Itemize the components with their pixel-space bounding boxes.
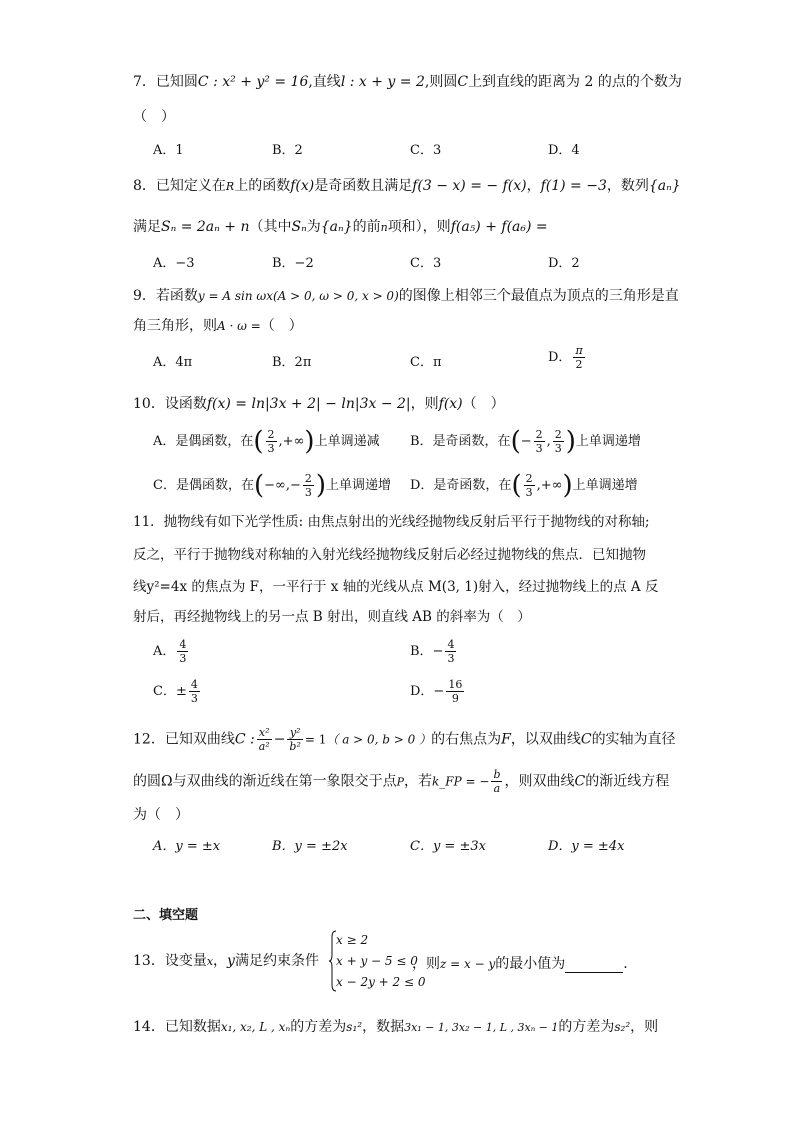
q10-func: f(x) = ln|3x + 2| − ln|3x − 2|	[206, 396, 411, 412]
q11-option-a-label: A．	[153, 644, 176, 659]
q8-option-b: B．−2	[272, 256, 314, 271]
q8-cond: f(3 − x) = − f(x)	[412, 178, 527, 194]
q14-var: s₁²	[346, 1020, 363, 1034]
q8-text: 是奇函数且满足	[314, 178, 413, 194]
q12-var: C	[574, 773, 586, 790]
left-paren: (	[253, 470, 265, 501]
q8-option-a: A．−3	[153, 256, 195, 271]
q7-circle-eq: C : x² + y² = 16	[197, 74, 309, 90]
q13-objective: z = x − y	[440, 957, 496, 971]
q9-text: （ ）	[260, 318, 303, 334]
q9-stem-line2	[133, 317, 303, 335]
left-paren: (	[510, 426, 521, 457]
fraction-denominator: 3	[267, 442, 275, 455]
interval-head: −∞,−	[264, 478, 301, 493]
q12-stem-line3: 为（ ）	[133, 807, 189, 823]
q9-text: 9．若函数	[133, 288, 198, 304]
q9-stem-line1	[133, 287, 679, 305]
q11-option-b-label: B．−	[410, 644, 444, 659]
left-paren: (	[511, 470, 522, 501]
q9-expr: A · ω =	[217, 319, 261, 333]
fraction-denominator: 3	[535, 442, 543, 455]
q10-option-d-desc: 上单调递增	[572, 478, 638, 493]
q7-option-a: A．1	[153, 143, 184, 158]
q10-option-b-fraction	[553, 428, 564, 455]
q12-var: P	[396, 775, 405, 789]
q10-option-a-fraction	[266, 428, 277, 455]
q12-text: ，则双曲线	[504, 773, 575, 790]
fraction-denominator: 2	[575, 358, 583, 371]
fraction-numerator: 4	[179, 638, 187, 651]
q13-text: ，	[213, 953, 228, 969]
fraction-numerator: x²	[257, 726, 272, 740]
q10-option-b-fraction	[534, 428, 545, 455]
fraction-numerator: 4	[447, 638, 455, 651]
q8-var: R	[225, 180, 235, 193]
q7-text: ,直线	[308, 74, 341, 90]
q7-option-b: B．2	[272, 143, 303, 158]
q10-func: f(x)	[438, 396, 463, 412]
q10-option-a-label: A．是偶函数，在	[153, 434, 254, 449]
right-paren: )	[315, 470, 327, 501]
right-paren: )	[304, 426, 315, 457]
q14-var: s₂²	[614, 1020, 631, 1034]
q12-cond: （ a > 0, b > 0 ）	[326, 732, 432, 747]
q11-option-d-fraction	[446, 678, 464, 705]
q12-minus: −	[273, 731, 286, 748]
interval-head: −	[520, 434, 532, 449]
section-heading: 二、填空题	[133, 908, 199, 923]
fraction-numerator: 16	[448, 678, 463, 691]
q9-option-c: C．π	[410, 355, 442, 370]
q12-text: 的右焦点为	[431, 731, 502, 748]
q14-text: 的方差为	[290, 1019, 347, 1035]
fraction-denominator: 3	[525, 486, 533, 499]
q9-option-b: B．2π	[272, 355, 312, 370]
q13-answer-blank[interactable]	[565, 958, 623, 973]
q8-text: 项和），则	[387, 219, 451, 235]
q12-text: ，以双曲线	[510, 731, 581, 748]
q12-text: 的实轴为直径	[591, 731, 676, 748]
q7-text: 7．已知圆	[133, 74, 198, 90]
q7-line-eq: l : x + y = 2	[340, 74, 425, 90]
q10-option-c-fraction	[303, 472, 314, 499]
q12-slope-fraction	[491, 768, 502, 795]
q8-text: ，	[526, 178, 541, 194]
q14-text: ，则	[630, 1019, 659, 1035]
q11-stem-line2: 反之，平行于抛物线对称轴的入射光线经抛物线反射后必经过抛物线的焦点．已知抛物	[133, 547, 646, 563]
q9-option-d-label: D．	[548, 350, 572, 365]
q12-slope: k_FP = −	[432, 774, 490, 789]
q11-stem-line4: 射后，再经抛物线上的另一点 B 射出，则直线 AB 的斜率为（ ）	[133, 609, 531, 625]
q7-paren: （ ）	[133, 109, 175, 125]
fraction-numerator: π	[575, 344, 583, 357]
q13-constraint-2: x + y − 5 ≤ 0	[336, 954, 418, 968]
q10-option-c-desc: 上单调递增	[326, 478, 392, 493]
q13-text: 满足约束条件	[234, 953, 319, 969]
q11-option-c-label: C．±	[153, 684, 187, 699]
q8-text: 8．已知定义在	[133, 178, 226, 194]
q13-var: x	[206, 955, 214, 968]
fraction-denominator: b²	[289, 740, 301, 753]
q7-option-d: D．4	[548, 143, 580, 158]
fraction-numerator: 4	[190, 678, 198, 691]
q14-text: 的方差为	[558, 1019, 615, 1035]
q11-option-c	[153, 678, 202, 705]
q14-data: 3x₁ − 1, 3x₂ − 1, L , 3xₙ − 1	[404, 1021, 559, 1034]
q12-text: ，若	[404, 773, 433, 790]
q7-option-c: C．3	[410, 143, 442, 158]
fraction-numerator: 2	[525, 472, 533, 485]
q14-data: x₁, x₂, L , xₙ	[220, 1020, 291, 1034]
q7-var: C	[457, 74, 469, 90]
fraction-numerator: y²	[287, 726, 302, 740]
q11-option-d-label: D．−	[410, 684, 445, 699]
interval-tail: ,+∞	[278, 434, 305, 449]
q10-option-c	[153, 472, 391, 499]
q8-func: f(x)	[290, 178, 315, 194]
q11-option-c-fraction	[189, 678, 200, 705]
q7-stem	[133, 73, 682, 91]
q8-var: n	[380, 221, 388, 234]
q10-option-d-fraction	[524, 472, 535, 499]
fraction-denominator: 3	[447, 652, 455, 665]
q10-option-b-desc: 上单调递增	[575, 434, 641, 449]
q8-option-d: D．2	[548, 256, 580, 271]
q7-text: ,则圆	[424, 74, 458, 90]
left-paren: (	[253, 426, 264, 457]
q14-stem	[133, 1018, 658, 1037]
q12-eq: = 1	[304, 732, 327, 747]
q8-stem-line2	[133, 218, 548, 237]
q13-constraint-3: x − 2y + 2 ≤ 0	[336, 975, 426, 989]
fraction-denominator: 3	[190, 692, 198, 705]
q11-option-a-fraction	[177, 638, 188, 665]
q10-option-d-label: D．是奇函数，在	[410, 478, 512, 493]
q10-text: 10．设函数	[133, 396, 207, 412]
q12-text: 的渐近线方程	[585, 773, 670, 790]
q9-option-d	[548, 344, 587, 371]
q12-text: 12．已知双曲线	[133, 731, 235, 748]
q11-stem-line1: 11．抛物线有如下光学性质: 由焦点射出的光线经抛物线反射后平行于抛物线的对称轴;	[133, 514, 650, 530]
q7-text: 上到直线的距离为 2 的点的个数为	[468, 74, 682, 90]
fraction-denominator: 3	[304, 486, 312, 499]
q13-stem-tail	[412, 955, 628, 973]
fraction-denominator: 3	[554, 442, 562, 455]
q12-text: 的圆Ω与双曲线的渐近线在第一象限交于点	[133, 773, 397, 790]
fraction-numerator: 2	[267, 428, 275, 441]
q9-option-d-fraction	[573, 344, 584, 371]
q12-stem-line2	[133, 768, 669, 795]
q12-fraction-y	[287, 726, 302, 753]
q8-text: 的前	[352, 219, 381, 235]
q13-var: y	[227, 953, 235, 969]
q13-text: 的最小值为	[495, 956, 566, 972]
q9-text: 角三角形，则	[133, 318, 217, 334]
fraction-denominator: a²	[258, 740, 270, 753]
q8-option-c: C．3	[410, 256, 442, 271]
right-paren: )	[565, 426, 576, 457]
q8-expr: f(a₅) + f(a₆) =	[450, 219, 548, 235]
q12-var: F	[501, 731, 511, 748]
q13-text: 13．设变量	[133, 953, 207, 969]
q12-option-c: C．y = ±3x	[410, 839, 486, 854]
fraction-denominator: a	[493, 782, 501, 795]
q8-stem-line1	[133, 177, 681, 196]
fraction-numerator: 2	[554, 428, 562, 441]
q10-option-d	[410, 472, 638, 499]
q13-text: .	[623, 956, 628, 972]
q10-option-b: B．是奇函数，在(− $\frac{2}{3}$ , $\frac{2}{3}$ )上单调递增	[410, 426, 641, 457]
q10-text: （ ）	[462, 396, 505, 412]
fraction-denominator: 9	[451, 692, 459, 705]
q10-option-c-label: C．是偶函数，在	[153, 478, 254, 493]
q11-option-b-fraction	[445, 638, 456, 665]
right-paren: )	[562, 470, 573, 501]
q11-option-a	[153, 638, 190, 665]
fraction-numerator: b	[493, 768, 501, 781]
q12-fraction-x	[257, 726, 272, 753]
q12-var: C :	[234, 731, 255, 748]
interval-tail: ,+∞	[536, 478, 563, 493]
q8-var: Sₙ	[291, 219, 307, 235]
q8-cond: f(1) = −3	[540, 178, 607, 194]
q8-text: ，数列	[606, 178, 649, 194]
q8-cond: Sₙ = 2aₙ + n	[161, 219, 250, 235]
q9-option-a: A．4π	[153, 355, 193, 370]
q8-text: 上的函数	[234, 178, 291, 194]
q8-seq: {aₙ}	[320, 219, 353, 235]
fraction-numerator: 2	[304, 472, 312, 485]
q10-option-a-desc: 上单调递减	[314, 434, 380, 449]
q12-var: C	[580, 731, 592, 748]
q9-func: y = A sin ωx(A > 0, ω > 0, x > 0)	[197, 289, 399, 303]
q8-text: （其中	[249, 219, 292, 235]
q11-option-b	[410, 638, 458, 665]
q10-text: ，则	[410, 396, 439, 412]
q12-option-d: D．y = ±4x	[548, 839, 625, 854]
q12-option-a: A．y = ±x	[153, 839, 221, 854]
q14-text: ，数据	[362, 1019, 405, 1035]
q12-option-b: B．y = ±2x	[272, 839, 348, 854]
q8-text: 为	[306, 219, 321, 235]
q13-constraint-1: x ≥ 2	[336, 933, 369, 947]
q13-text: ，则	[412, 956, 440, 972]
q8-seq: {aₙ}	[648, 178, 681, 194]
fraction-numerator: 2	[535, 428, 543, 441]
q8-text: 满足	[133, 219, 161, 235]
q13-stem	[133, 952, 319, 971]
q14-text: 14．已知数据	[133, 1019, 221, 1035]
q9-text: 的图像上相邻三个最值点为顶点的三角形是直	[398, 288, 679, 304]
q11-option-d	[410, 678, 466, 705]
q10-option-a	[153, 428, 380, 455]
q11-stem-line3: 线y²=4x 的焦点为 F，一平行于 x 轴的光线从点 M(3, 1)射入，经过抛物线上的点 A 反	[133, 579, 659, 595]
q10-option-b-label: B．是奇函数，在	[410, 434, 511, 449]
q10-stem	[133, 395, 505, 413]
fraction-denominator: 3	[179, 652, 187, 665]
q12-stem-line1	[133, 726, 676, 753]
